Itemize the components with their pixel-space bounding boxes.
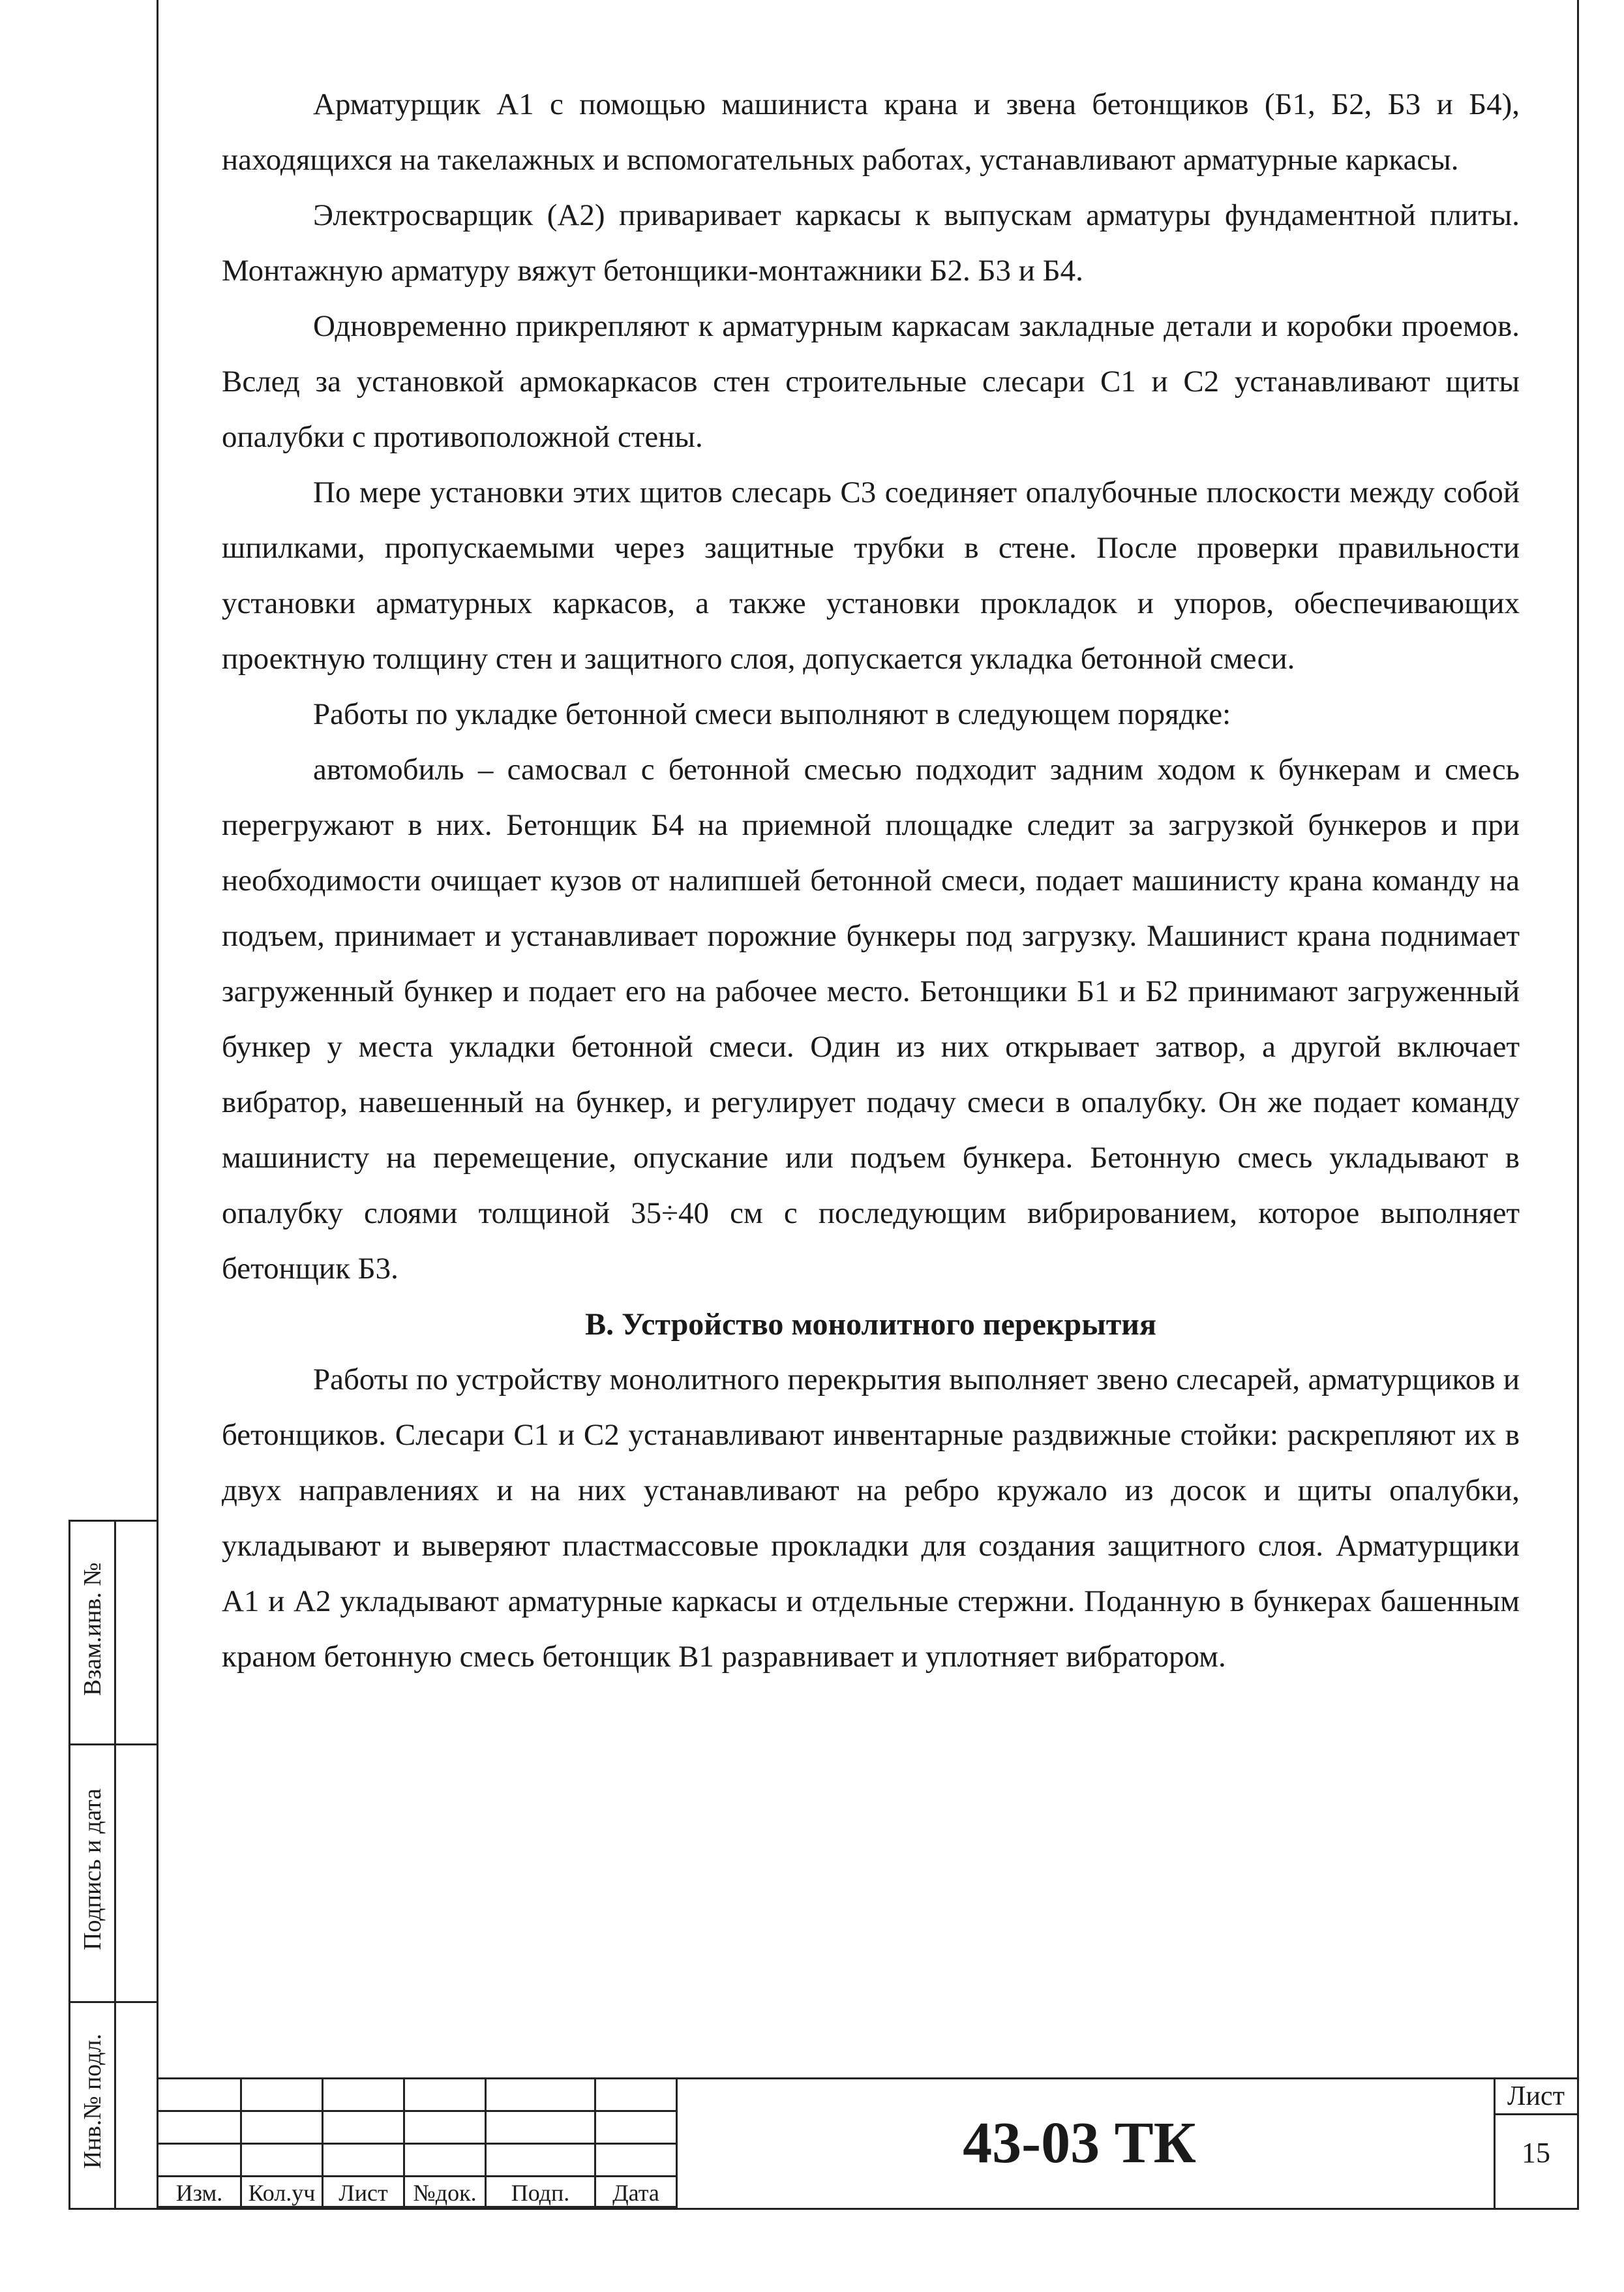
- paragraph: Одновременно прикрепляют к арматурным каркасам закладные детали и коробки проемов. Вслед за установкой армокаркасов стен строительные слесари С1 и С2 устанавливают щиты опалубки с противоположной стены.: [222, 309, 1520, 454]
- section-heading: В. Устройство монолитного перекрытия: [585, 1307, 1156, 1342]
- paragraph: Электросварщик (А2) приваривает каркасы к выпускам арматуры фундаментной плиты. Монтажную арматуру вяжут бетонщики-монтажники Б2. Б3 и Б4.: [222, 198, 1520, 288]
- side-column-left-line: [68, 1520, 70, 2210]
- side-label-podpis: Подпись и дата: [79, 1788, 106, 1950]
- side-column-top-line: [68, 1520, 158, 1522]
- frame-right-border: [1577, 0, 1579, 2210]
- document-body: [222, 77, 1520, 1685]
- revision-table: [157, 2077, 678, 2208]
- sheet-number: 15: [1522, 2137, 1550, 2169]
- side-label-inv: Инв.№ подл.: [79, 2033, 106, 2169]
- sheet-box-divider: [1494, 2113, 1578, 2115]
- document-code: 43-03 ТК: [963, 2110, 1196, 2175]
- side-column-mid-line: [114, 1520, 116, 2210]
- side-label-vzam: Взам.инв. №: [79, 1562, 106, 1696]
- header-izm: Изм.: [158, 2177, 241, 2207]
- paragraph: автомобиль – самосвал с бетонной смесью подходит задним ходом к бункерам и смесь перегружают в них. Бетонщик Б4 на приемной площадке следит за загрузкой бункеров и при необходимости очищает кузов от налипшей бетонной смеси, подает машинисту крана команду на подъем, принимает и устанавливает порожние бункеры под загрузку. Машинист крана поднимает загруженный бункер и подает его на рабочее место. Бетонщики Б1 и Б2 принимают загруженный бункер у места укладки бетонной смеси. Один из них открывает затвор, а другой включает вибратор, навешенный на бункер, и регулирует подачу смеси в опалубку. Он же подает команду машинисту на перемещение, опускание или подъем бункера. Бетонную смесь укладывают в опалубку слоями толщиной 35÷40 см с последующим вибрированием, которое выполняет бетонщик Б3.: [222, 753, 1520, 1286]
- header-ndok: №док.: [404, 2177, 486, 2207]
- header-data: Дата: [595, 2177, 677, 2207]
- header-kol-uch: Кол.уч: [241, 2177, 323, 2207]
- frame-bottom-border: [68, 2208, 1579, 2210]
- header-list: Лист: [323, 2177, 404, 2207]
- side-column-divider-1: [68, 1743, 158, 1745]
- paragraph: Работы по устройству монолитного перекрытия выполняет звено слесарей, арматурщиков и бетонщиков. Слесари С1 и С2 устанавливают инвентарные раздвижные стойки: раскрепляют их в двух направлениях и на них устанавливают на ребро кружало из досок и щиты опалубки, укладывают и выверяют пластмассовые прокладки для создания защитного слоя. Арматурщики А1 и А2 укладывают арматурные каркасы и отдельные стержни. Поданную в бункерах башенным краном бетонную смесь бетонщик В1 разравнивает и уплотняет вибратором.: [222, 1363, 1520, 1674]
- frame-left-border: [157, 0, 158, 2210]
- paragraph: Работы по укладке бетонной смеси выполняют в следующем порядке:: [313, 697, 1231, 731]
- header-podp: Подп.: [486, 2177, 595, 2207]
- sheet-label: Лист: [1507, 2081, 1565, 2111]
- paragraph: Арматурщик А1 с помощью машиниста крана и звена бетонщиков (Б1, Б2, Б3 и Б4), находящихся на такелажных и вспомогательных работах, устанавливают арматурные каркасы.: [222, 87, 1520, 177]
- paragraph: По мере установки этих щитов слесарь С3 соединяет опалубочные плоскости между собой шпилками, пропускаемыми через защитные трубки в стене. После проверки правильности установки арматурных каркасов, а также установки прокладок и упоров, обеспечивающих проектную толщину стен и защитного слоя, допускается укладка бетонной смеси.: [222, 475, 1520, 676]
- side-column-divider-2: [68, 2001, 158, 2003]
